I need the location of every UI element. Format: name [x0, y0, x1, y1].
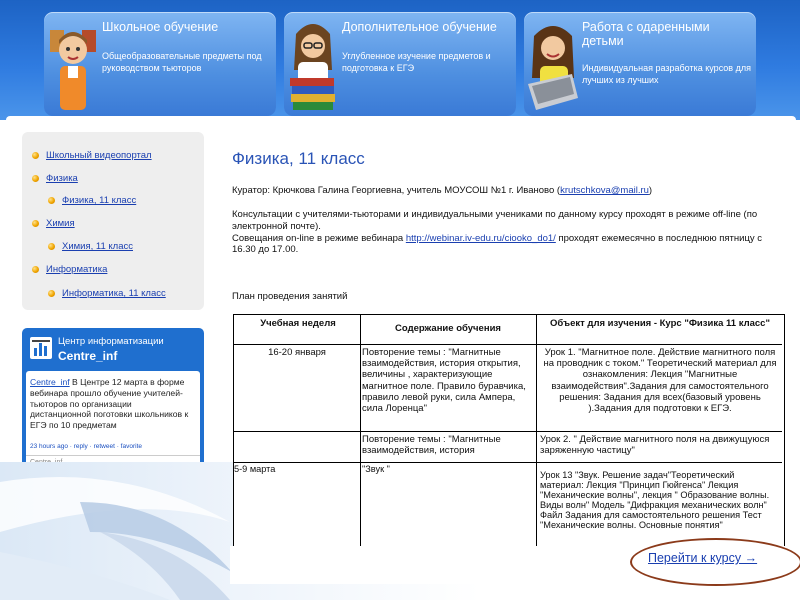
banner-card-extra[interactable]	[284, 12, 516, 116]
centre-logo-icon	[30, 337, 52, 359]
tweet-meta[interactable]: 23 hours ago · reply · retweet · favorite	[30, 443, 142, 450]
divider	[26, 455, 200, 456]
bullet-icon	[48, 197, 55, 204]
tweet-body: В Центре 12 марта в форме вебинара прошло обучение учителей-тьюторов по организации дистанционной поготовки школьников к ЕГЭ по 10 предметам	[30, 377, 189, 431]
girl-with-laptop-photo	[526, 14, 580, 114]
bullet-icon	[32, 220, 39, 227]
goto-course-link[interactable]: Перейти к курсу →	[648, 551, 758, 565]
curator-line	[232, 185, 652, 196]
highlight-ellipse	[630, 538, 800, 586]
card-text: Углубленное изучение предметов и подготовка к ЕГЭ	[342, 51, 491, 73]
table-cell-content: "Звук "	[362, 464, 390, 474]
webinar-paragraph	[232, 233, 782, 257]
widget-handle[interactable]: Centre_inf	[58, 349, 118, 363]
table-cell-object: Урок 1. "Магнитное поле. Действие магнитного поля на проводник с током." Теоретический материал для ознакомления: Лекция "Магнитные взаимодействия".Задания для самостоятельного решения: Задания для всех(базовый уровень ).Задания для подготовки к ЕГЭ.	[543, 347, 777, 415]
card-title: Работа с одаренными детьми	[582, 20, 710, 48]
bullet-icon	[32, 175, 39, 182]
plan-title: План проведения занятий	[232, 291, 348, 302]
table-divider	[360, 315, 361, 463]
schedule-table-continued	[233, 462, 785, 547]
consultation-text	[232, 209, 782, 256]
bullet-icon	[48, 243, 55, 250]
page-title: Физика, 11 класс	[232, 149, 365, 168]
table-cell-object: Урок 13 "Звук. Решение задач"Теоретический материал: Лекция "Принцип Гюйгенса" Лекция "Механические волны", лекция " Образование волны. Виды волн" Модель "Дифракция механических волн" Файл Задания для самостоятельного решения Тест "Механические волны. Основные понятия"	[540, 470, 770, 530]
schedule-table	[233, 314, 785, 464]
table-header-object: Объект для изучения - Курс "Физика 11 класс"	[550, 318, 770, 329]
table-header-content: Содержание обучения	[395, 323, 501, 334]
sidebar-item-videoportal[interactable]: Школьный видеопортал	[46, 150, 152, 161]
twitter-widget	[22, 328, 204, 468]
banner-card-gifted[interactable]	[524, 12, 756, 116]
sidebar-item-physics-11[interactable]: Физика, 11 класс	[62, 195, 137, 206]
banner-card-school[interactable]	[44, 12, 276, 116]
boy-with-books-photo	[46, 14, 100, 114]
card-text: Индивидуальная разработка курсов для лучших из лучших	[582, 63, 751, 85]
table-header-week: Учебная неделя	[260, 318, 336, 329]
sidebar-item-informatics-11[interactable]: Информатика, 11 класс	[62, 288, 166, 299]
tweet-panel	[26, 371, 200, 468]
table-divider	[360, 462, 361, 546]
sidebar-item-physics[interactable]: Физика	[46, 173, 78, 184]
table-cell-content: Повторение темы : "Магнитные взаимодействия, история открытия, величины , характеризующие магнитное поле. Правило буравчика, правило левой руки, сила Ампера, сила Лоренца"	[362, 347, 526, 415]
webinar-link[interactable]: http://webinar.iv-edu.ru/ciooko_do1/	[405, 232, 556, 244]
card-text: Общеобразовательные предметы под руководством тьюторов	[102, 51, 262, 73]
curator-text: Куратор: Крючкова Галина Георгиевна, учитель МОУСОШ №1 г. Иваново (	[232, 185, 561, 196]
table-divider	[234, 462, 782, 463]
sidebar-item-chemistry[interactable]: Химия	[46, 218, 75, 229]
bullet-icon	[32, 152, 39, 159]
sidebar-item-chemistry-11[interactable]: Химия, 11 класс	[62, 241, 133, 252]
webinar-suffix: проходят ежемесячно в последнюю пятницу с 16.30 до 17.00.	[232, 232, 763, 256]
curator-suffix: )	[648, 185, 653, 196]
table-divider	[234, 344, 782, 345]
table-divider	[234, 431, 782, 432]
table-cell-week: 16-20 января	[268, 347, 326, 358]
curator-email-link[interactable]: krutschkova@mail.ru	[560, 185, 649, 196]
table-divider	[536, 462, 537, 546]
card-title: Школьное обучение	[102, 20, 219, 34]
girl-with-books-photo	[286, 14, 340, 114]
bullet-icon	[32, 266, 39, 273]
card-title: Дополнительное обучение	[342, 20, 497, 34]
table-cell-week: 5-9 марта	[234, 464, 276, 474]
sidebar-item-informatics[interactable]: Информатика	[46, 264, 108, 275]
webinar-prefix: Совещания on-line в режиме вебинара	[232, 232, 406, 244]
table-cell-content: Повторение темы : "Магнитные взаимодействия, история	[362, 434, 501, 457]
table-divider	[536, 315, 537, 463]
bullet-icon	[48, 290, 55, 297]
table-cell-object: Урок 2. " Действие магнитного поля на движущуюся заряженную частицу"	[540, 434, 770, 457]
consult-paragraph: Консультации с учителями-тьюторами и индивидуальными учениками по данному курсу проходят в режиме off-line (по электронной почте).	[232, 209, 758, 232]
tweet-author-link[interactable]: Centre_inf	[30, 377, 70, 387]
widget-title: Центр информатизации	[58, 336, 164, 347]
tweet-text	[30, 377, 194, 431]
